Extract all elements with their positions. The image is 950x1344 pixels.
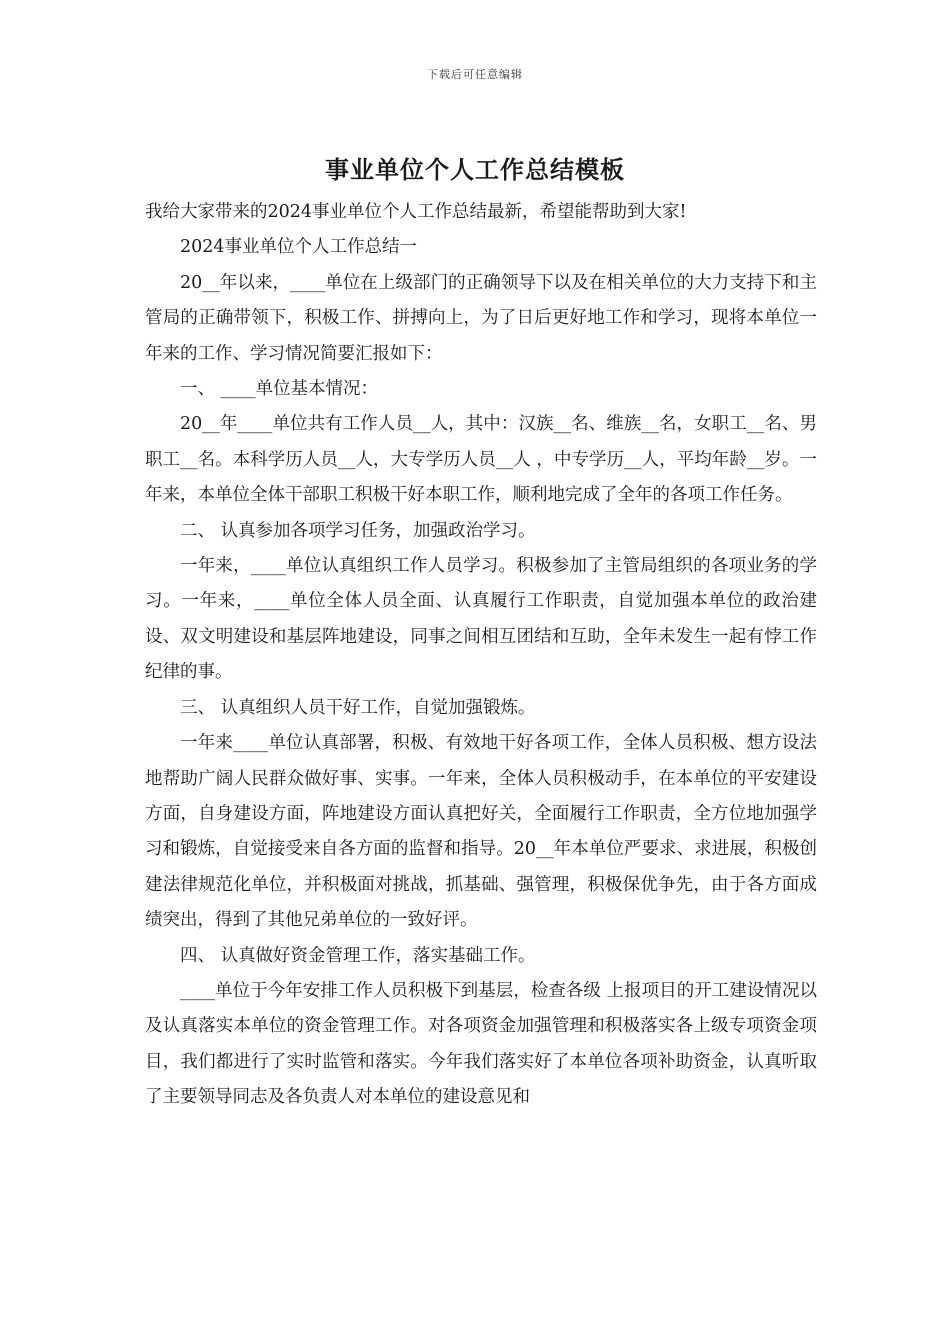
- header-note: 下载后可任意编辑: [427, 68, 523, 81]
- paragraph-section-3: 一年来____单位认真部署，积极、有效地干好各项工作，全体人员积极、想方设法地帮助广阔人民群众做好事、实事。一年来，全体人员积极动手，在本单位的平安建设方面，自身建设方面，阵地建设方面认真把好关，全面履行工作职责，全方位地加强学习和锻炼，自觉接受来自各方面的监督和指导。20__年本单位严要求、求进展，积极创建法律规范化单位，并积极面对挑战，抓基础、强管理，积极保优争先，由于各方面成绩突出，得到了其他兄弟单位的一致好评。: [145, 733, 817, 931]
- paragraph-section-2: 一年来，____单位认真组织工作人员学习。积极参加了主管局组织的各项业务的学习。一年来，____单位全体人员全面、认真履行工作职责，自觉加强本单位的政治建设、双文明建设和基层阵地建设，同事之间相互团结和互助，全年未发生一起有悖工作纪律的事。: [145, 556, 817, 683]
- section-heading-3: 三、 认真组织人员干好工作，自觉加强锻炼。: [180, 697, 536, 718]
- paragraph-section-4: ____单位于今年安排工作人员积极下到基层，检查各级 上报项目的开工建设情况以及认真落实本单位的资金管理工作。对各项资金加强管理和积极落实各上级专项资金项目，我们都进行了实时监管和落实。今年我们落实好了本单位各项补助资金，认真听取了主要领导同志及各负责人对本单位的建设意见和: [145, 980, 817, 1108]
- paragraph-opening: 20__年以来，____单位在上级部门的正确领导下以及在相关单位的大力支持下和主管局的正确带领下，积极工作、拼搏向上，为了日后更好地工作和学习，现将本单位一年来的工作、学习情况简要汇报如下：: [145, 272, 817, 364]
- document-body: [145, 195, 817, 1116]
- paragraph-intro: 我给大家带来的2024事业单位个人工作总结最新，希望能帮助到大家!: [145, 202, 687, 222]
- section-heading-2: 二、 认真参加各项学习任务，加强政治学习。: [180, 520, 536, 541]
- section-heading-4: 四、 认真做好资金管理工作，落实基础工作。: [180, 945, 536, 966]
- paragraph-section-1: 20__年____单位共有工作人员__人，其中：汉族__名、维族__名，女职工__名、男职工__名。本科学历人员__人，大专学历人员__人 ，中专学历__人，平均年龄__岁。一年来，本单位全体干部职工积极干好本职工作，顺利地完成了全年的各项工作任务。: [145, 414, 817, 506]
- paragraph-subtitle: 2024事业单位个人工作总结一: [180, 237, 418, 258]
- section-heading-1: 一、 ____单位基本情况：: [180, 379, 379, 400]
- document-title: 事业单位个人工作总结模板: [325, 155, 625, 184]
